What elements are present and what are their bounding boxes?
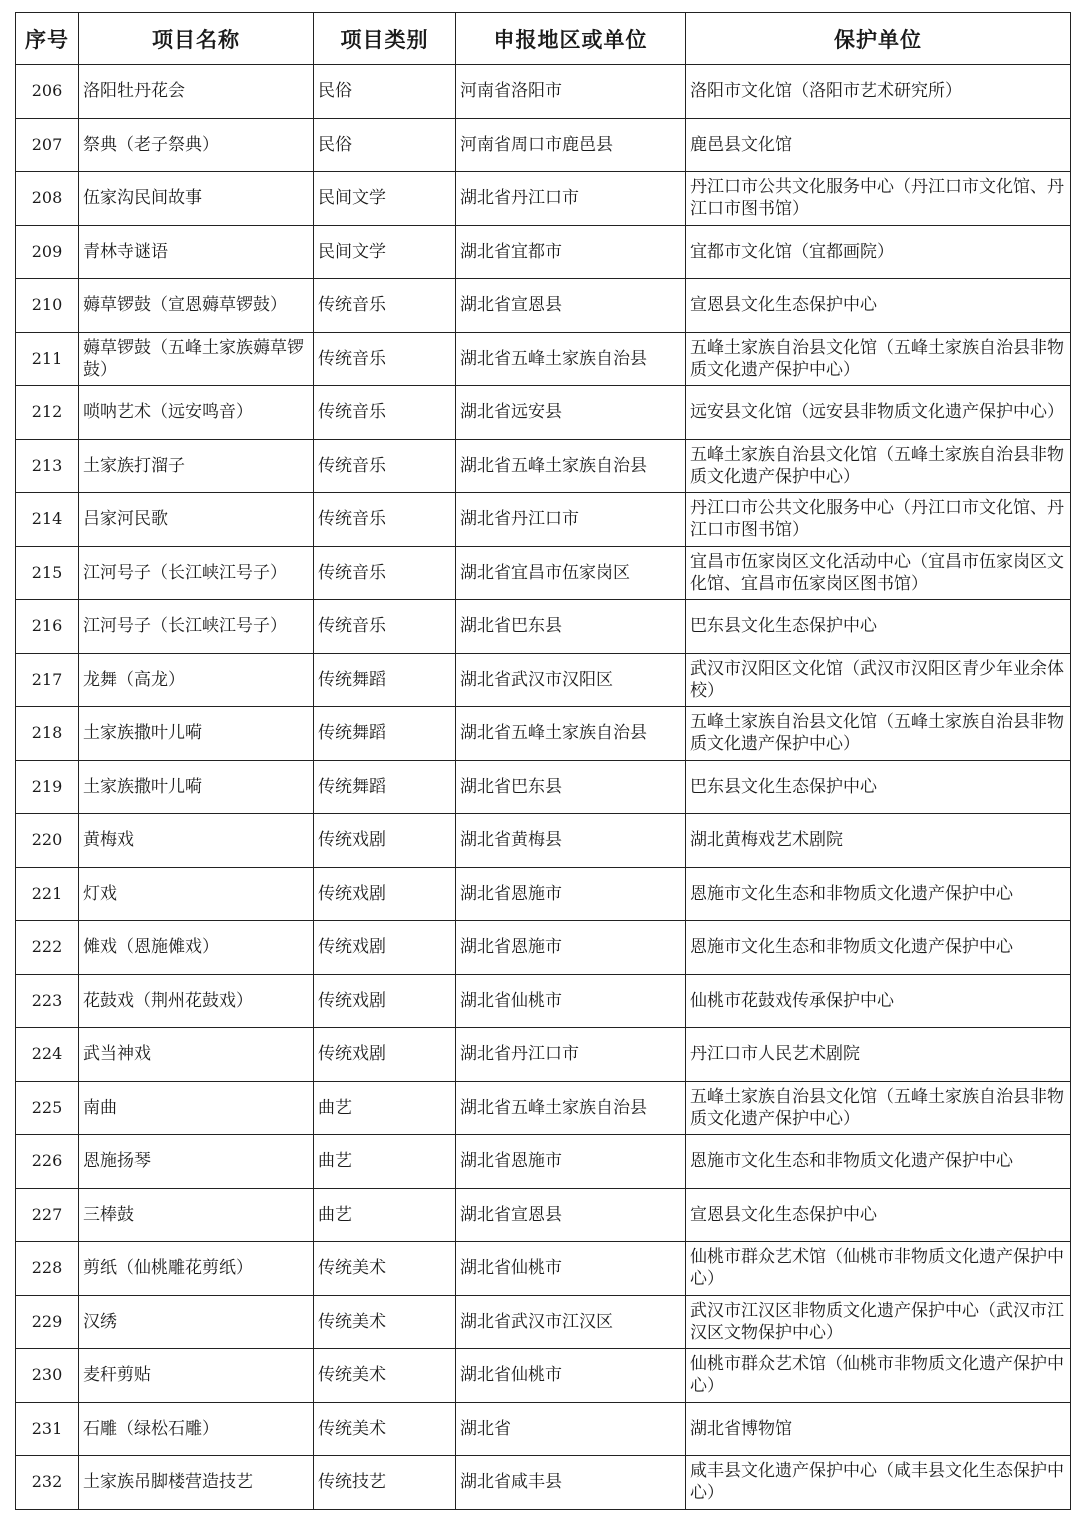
cell-project-name: 伍家沟民间故事 (79, 172, 314, 226)
cell-project-category: 民间文学 (314, 172, 456, 226)
cell-project-category: 传统戏剧 (314, 921, 456, 975)
cell-applicant-region: 河南省洛阳市 (456, 65, 686, 119)
cell-protection-unit: 宣恩县文化生态保护中心 (686, 279, 1071, 333)
cell-serial-number: 219 (16, 760, 79, 814)
cell-serial-number: 221 (16, 867, 79, 921)
cell-project-name: 土家族打溜子 (79, 439, 314, 493)
cell-applicant-region: 湖北省恩施市 (456, 921, 686, 975)
cell-protection-unit: 武汉市江汉区非物质文化遗产保护中心（武汉市江汉区文物保护中心） (686, 1295, 1071, 1349)
cell-serial-number: 213 (16, 439, 79, 493)
cell-applicant-region: 湖北省 (456, 1402, 686, 1456)
cell-applicant-region: 湖北省巴东县 (456, 600, 686, 654)
cell-serial-number: 220 (16, 814, 79, 868)
cell-applicant-region: 湖北省黄梅县 (456, 814, 686, 868)
cell-project-category: 传统音乐 (314, 439, 456, 493)
cell-serial-number: 226 (16, 1135, 79, 1189)
cell-serial-number: 230 (16, 1349, 79, 1403)
cell-project-name: 三棒鼓 (79, 1188, 314, 1242)
cell-project-category: 传统美术 (314, 1242, 456, 1296)
cell-serial-number: 223 (16, 974, 79, 1028)
cell-project-category: 传统戏剧 (314, 867, 456, 921)
cell-project-name: 祭典（老子祭典） (79, 118, 314, 172)
cell-project-name: 吕家河民歌 (79, 493, 314, 547)
table-row (16, 1135, 1071, 1189)
cell-project-name: 龙舞（高龙） (79, 653, 314, 707)
cell-serial-number: 229 (16, 1295, 79, 1349)
heritage-list-table (15, 12, 1071, 1510)
cell-applicant-region: 湖北省宣恩县 (456, 1188, 686, 1242)
cell-applicant-region: 湖北省恩施市 (456, 867, 686, 921)
cell-serial-number: 224 (16, 1028, 79, 1082)
cell-project-name: 汉绣 (79, 1295, 314, 1349)
cell-protection-unit: 宜昌市伍家岗区文化活动中心（宜昌市伍家岗区文化馆、宜昌市伍家岗区图书馆） (686, 546, 1071, 600)
cell-serial-number: 215 (16, 546, 79, 600)
cell-project-category: 曲艺 (314, 1188, 456, 1242)
cell-applicant-region: 湖北省咸丰县 (456, 1456, 686, 1510)
cell-project-category: 传统音乐 (314, 600, 456, 654)
cell-serial-number: 212 (16, 386, 79, 440)
table-body (16, 65, 1071, 1510)
table-row (16, 707, 1071, 761)
cell-project-category: 传统戏剧 (314, 974, 456, 1028)
header-serial-number: 序号 (16, 13, 79, 65)
table-row (16, 1081, 1071, 1135)
cell-serial-number: 231 (16, 1402, 79, 1456)
cell-protection-unit: 洛阳市文化馆（洛阳市艺术研究所） (686, 65, 1071, 119)
cell-project-category: 传统美术 (314, 1295, 456, 1349)
cell-applicant-region: 湖北省仙桃市 (456, 1242, 686, 1296)
cell-applicant-region: 湖北省武汉市江汉区 (456, 1295, 686, 1349)
table-row (16, 225, 1071, 279)
header-protection-unit: 保护单位 (686, 13, 1071, 65)
cell-protection-unit: 远安县文化馆（远安县非物质文化遗产保护中心） (686, 386, 1071, 440)
cell-project-category: 传统音乐 (314, 386, 456, 440)
cell-project-name: 洛阳牡丹花会 (79, 65, 314, 119)
cell-protection-unit: 恩施市文化生态和非物质文化遗产保护中心 (686, 867, 1071, 921)
table-row (16, 974, 1071, 1028)
cell-protection-unit: 湖北黄梅戏艺术剧院 (686, 814, 1071, 868)
cell-project-name: 江河号子（长江峡江号子） (79, 600, 314, 654)
cell-project-name: 石雕（绿松石雕） (79, 1402, 314, 1456)
cell-project-category: 民间文学 (314, 225, 456, 279)
cell-serial-number: 214 (16, 493, 79, 547)
cell-serial-number: 218 (16, 707, 79, 761)
table-row (16, 279, 1071, 333)
cell-protection-unit: 仙桃市群众艺术馆（仙桃市非物质文化遗产保护中心） (686, 1242, 1071, 1296)
cell-protection-unit: 五峰土家族自治县文化馆（五峰土家族自治县非物质文化遗产保护中心） (686, 439, 1071, 493)
cell-project-category: 传统戏剧 (314, 814, 456, 868)
cell-protection-unit: 五峰土家族自治县文化馆（五峰土家族自治县非物质文化遗产保护中心） (686, 1081, 1071, 1135)
table-row (16, 867, 1071, 921)
cell-applicant-region: 湖北省武汉市汉阳区 (456, 653, 686, 707)
table-row (16, 600, 1071, 654)
cell-applicant-region: 湖北省五峰土家族自治县 (456, 332, 686, 386)
cell-applicant-region: 湖北省宜都市 (456, 225, 686, 279)
table-row (16, 653, 1071, 707)
cell-serial-number: 208 (16, 172, 79, 226)
cell-protection-unit: 仙桃市群众艺术馆（仙桃市非物质文化遗产保护中心） (686, 1349, 1071, 1403)
table-row (16, 439, 1071, 493)
cell-project-category: 民俗 (314, 118, 456, 172)
cell-applicant-region: 湖北省仙桃市 (456, 974, 686, 1028)
table-header (16, 13, 1071, 65)
cell-serial-number: 210 (16, 279, 79, 333)
cell-project-name: 南曲 (79, 1081, 314, 1135)
table-row (16, 65, 1071, 119)
cell-serial-number: 228 (16, 1242, 79, 1296)
table-row (16, 1242, 1071, 1296)
cell-project-name: 江河号子（长江峡江号子） (79, 546, 314, 600)
cell-project-name: 青林寺谜语 (79, 225, 314, 279)
cell-protection-unit: 鹿邑县文化馆 (686, 118, 1071, 172)
table-row (16, 760, 1071, 814)
cell-project-name: 傩戏（恩施傩戏） (79, 921, 314, 975)
table-row (16, 172, 1071, 226)
cell-serial-number: 209 (16, 225, 79, 279)
cell-applicant-region: 湖北省五峰土家族自治县 (456, 439, 686, 493)
table-row (16, 1028, 1071, 1082)
cell-project-name: 武当神戏 (79, 1028, 314, 1082)
cell-protection-unit: 丹江口市人民艺术剧院 (686, 1028, 1071, 1082)
table-row (16, 386, 1071, 440)
cell-protection-unit: 恩施市文化生态和非物质文化遗产保护中心 (686, 1135, 1071, 1189)
table-row (16, 332, 1071, 386)
cell-serial-number: 207 (16, 118, 79, 172)
cell-project-name: 剪纸（仙桃雕花剪纸） (79, 1242, 314, 1296)
cell-project-category: 传统舞蹈 (314, 760, 456, 814)
table-row (16, 1188, 1071, 1242)
cell-serial-number: 217 (16, 653, 79, 707)
cell-applicant-region: 湖北省五峰土家族自治县 (456, 1081, 686, 1135)
cell-serial-number: 232 (16, 1456, 79, 1510)
table-row (16, 493, 1071, 547)
cell-protection-unit: 湖北省博物馆 (686, 1402, 1071, 1456)
cell-project-name: 土家族撒叶儿嗬 (79, 760, 314, 814)
cell-applicant-region: 河南省周口市鹿邑县 (456, 118, 686, 172)
cell-protection-unit: 丹江口市公共文化服务中心（丹江口市文化馆、丹江口市图书馆） (686, 172, 1071, 226)
table-row (16, 546, 1071, 600)
cell-project-category: 传统舞蹈 (314, 653, 456, 707)
cell-applicant-region: 湖北省丹江口市 (456, 1028, 686, 1082)
cell-applicant-region: 湖北省恩施市 (456, 1135, 686, 1189)
table-row (16, 118, 1071, 172)
cell-protection-unit: 仙桃市花鼓戏传承保护中心 (686, 974, 1071, 1028)
cell-project-name: 土家族吊脚楼营造技艺 (79, 1456, 314, 1510)
cell-applicant-region: 湖北省巴东县 (456, 760, 686, 814)
cell-project-category: 传统音乐 (314, 546, 456, 600)
cell-protection-unit: 巴东县文化生态保护中心 (686, 760, 1071, 814)
cell-protection-unit: 恩施市文化生态和非物质文化遗产保护中心 (686, 921, 1071, 975)
table-row (16, 1402, 1071, 1456)
header-row (16, 13, 1071, 65)
cell-project-category: 传统美术 (314, 1349, 456, 1403)
header-project-name: 项目名称 (79, 13, 314, 65)
cell-serial-number: 225 (16, 1081, 79, 1135)
cell-project-name: 恩施扬琴 (79, 1135, 314, 1189)
cell-project-category: 传统戏剧 (314, 1028, 456, 1082)
table-row (16, 1349, 1071, 1403)
table-row (16, 1295, 1071, 1349)
cell-protection-unit: 巴东县文化生态保护中心 (686, 600, 1071, 654)
cell-applicant-region: 湖北省宜昌市伍家岗区 (456, 546, 686, 600)
cell-project-category: 曲艺 (314, 1135, 456, 1189)
cell-project-category: 传统音乐 (314, 332, 456, 386)
cell-project-name: 土家族撒叶儿嗬 (79, 707, 314, 761)
table-row (16, 814, 1071, 868)
cell-protection-unit: 五峰土家族自治县文化馆（五峰土家族自治县非物质文化遗产保护中心） (686, 707, 1071, 761)
cell-protection-unit: 丹江口市公共文化服务中心（丹江口市文化馆、丹江口市图书馆） (686, 493, 1071, 547)
cell-project-category: 传统美术 (314, 1402, 456, 1456)
cell-project-name: 唢呐艺术（远安鸣音） (79, 386, 314, 440)
cell-protection-unit: 武汉市汉阳区文化馆（武汉市汉阳区青少年业余体校） (686, 653, 1071, 707)
cell-serial-number: 227 (16, 1188, 79, 1242)
cell-project-category: 传统技艺 (314, 1456, 456, 1510)
cell-project-category: 传统音乐 (314, 279, 456, 333)
cell-project-name: 麦秆剪贴 (79, 1349, 314, 1403)
cell-project-name: 薅草锣鼓（五峰土家族薅草锣鼓） (79, 332, 314, 386)
cell-project-category: 民俗 (314, 65, 456, 119)
header-project-category: 项目类别 (314, 13, 456, 65)
cell-serial-number: 222 (16, 921, 79, 975)
header-applicant-region: 申报地区或单位 (456, 13, 686, 65)
cell-applicant-region: 湖北省丹江口市 (456, 493, 686, 547)
cell-protection-unit: 宜都市文化馆（宜都画院） (686, 225, 1071, 279)
cell-project-category: 传统音乐 (314, 493, 456, 547)
cell-serial-number: 216 (16, 600, 79, 654)
cell-applicant-region: 湖北省五峰土家族自治县 (456, 707, 686, 761)
cell-serial-number: 206 (16, 65, 79, 119)
cell-applicant-region: 湖北省仙桃市 (456, 1349, 686, 1403)
cell-project-name: 薅草锣鼓（宣恩薅草锣鼓） (79, 279, 314, 333)
cell-applicant-region: 湖北省宣恩县 (456, 279, 686, 333)
cell-project-name: 黄梅戏 (79, 814, 314, 868)
table-row (16, 921, 1071, 975)
cell-applicant-region: 湖北省丹江口市 (456, 172, 686, 226)
cell-protection-unit: 宣恩县文化生态保护中心 (686, 1188, 1071, 1242)
cell-project-category: 传统舞蹈 (314, 707, 456, 761)
cell-project-category: 曲艺 (314, 1081, 456, 1135)
cell-project-name: 灯戏 (79, 867, 314, 921)
cell-protection-unit: 五峰土家族自治县文化馆（五峰土家族自治县非物质文化遗产保护中心） (686, 332, 1071, 386)
cell-project-name: 花鼓戏（荆州花鼓戏） (79, 974, 314, 1028)
cell-protection-unit: 咸丰县文化遗产保护中心（咸丰县文化生态保护中心） (686, 1456, 1071, 1510)
cell-applicant-region: 湖北省远安县 (456, 386, 686, 440)
cell-serial-number: 211 (16, 332, 79, 386)
table-row (16, 1456, 1071, 1510)
